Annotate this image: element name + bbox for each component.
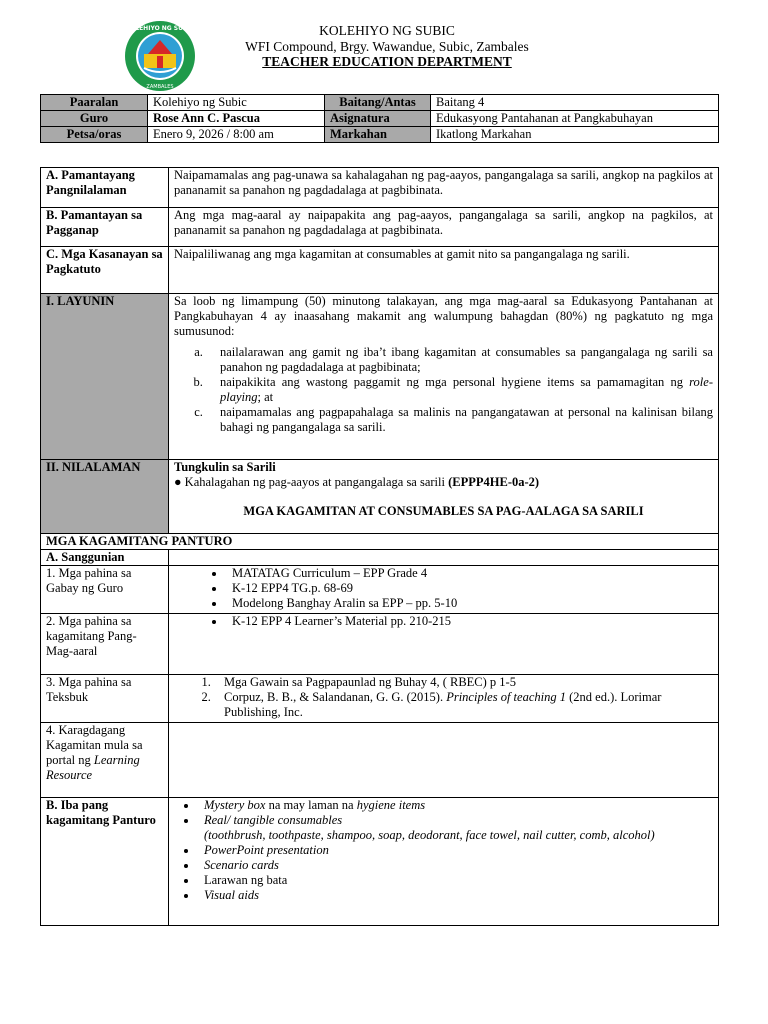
teksbuk-label: 3. Mga pahina sa Teksbuk xyxy=(41,675,169,723)
pamantayang-pangnilalaman-text: Naipamamalas ang pag-unawa sa kahalagahan ng pag-aayos, pangangalaga sa sarili, angkop na pagkilos at pananamit sa panahon ng pagdadalaga at pagbibinata. xyxy=(169,168,719,208)
sanggunian-empty xyxy=(169,550,719,566)
svg-text:ZAMBALES: ZAMBALES xyxy=(146,84,174,90)
lm-list xyxy=(174,614,713,629)
iba-pang-list xyxy=(174,798,713,903)
layunin-b-italic: role-playing xyxy=(220,375,713,404)
nilalaman-title: Tungkulin sa Sarili xyxy=(174,460,276,474)
nilalaman-content xyxy=(169,460,719,534)
gabay-guro-item: • Modelong Banghay Aralin sa EPP – pp. 5-10 xyxy=(226,596,713,611)
layunin-content xyxy=(169,294,719,460)
gabay-guro-label: 1. Mga pahina sa Gabay ng Guro xyxy=(41,566,169,614)
baitang-label: Baitang/Antas xyxy=(325,95,431,111)
teksbuk-list xyxy=(174,675,713,720)
nilalaman-bullet-text: ● Kahalagahan ng pag-aayos at pangangalaga sa sarili xyxy=(174,475,449,489)
consumables-text: Real/ tangible consumables xyxy=(204,813,343,827)
petsa-value: Enero 9, 2026 / 8:00 am xyxy=(148,127,325,143)
markahan-value: Ikatlong Markahan xyxy=(431,127,719,143)
teksbuk-2-title: Principles of teaching 1 xyxy=(446,690,566,704)
teksbuk-item-1: 1. Mga Gawain sa Pagpapaunlad ng Buhay 4, ( RBEC) p 1-5 xyxy=(214,675,713,690)
teksbuk-2-authors: Corpuz, B. B., & Salandanan, G. G. (2015). xyxy=(224,690,447,704)
layunin-item-c: c. naipamamalas ang pagpapahalaga sa malinis na pangangatawan at personal na kalinisan bilang bahagi ng pangangalaga sa sarili. xyxy=(206,405,713,435)
layunin-item-a: a. nailalarawan ang gamit ng iba’t ibang kagamitan at consumables sa pangangalaga ng sarili sa panahon ng pagdadalaga at pagbibinata; xyxy=(206,345,713,375)
pamantayang-pangnilalaman-label: A. Pamantayang Pangnilalaman xyxy=(41,168,169,208)
mystery-box-mid: na may laman na xyxy=(265,798,357,812)
nilalaman-bullet xyxy=(174,475,713,490)
layunin-intro: Sa loob ng limampung (50) minutong talakayan, ang mga mag-aaral sa Edukasyong Pantahanan at Pangkabuhayan 4 ay inaasahang makamit ang walumpung bahagdan (80%) ng pagkatuto ng mga sumusunod: xyxy=(174,294,713,338)
kasanayan-label: C. Mga Kasanayan sa Pagkatuto xyxy=(41,247,169,294)
paaralan-label: Paaralan xyxy=(41,95,148,111)
layunin-b-text: naipakikita ang wastong paggamit ng mga personal hygiene items sa pamamagitan ng xyxy=(220,375,690,389)
lesson-info-table xyxy=(40,94,719,143)
gabay-guro-item: • MATATAG Curriculum – EPP Grade 4 xyxy=(226,566,713,581)
school-name: KOLEHIYO NG SUBIC xyxy=(319,23,455,38)
department-title: TEACHER EDUCATION DEPARTMENT xyxy=(262,54,512,69)
iba-item-visual-aids: • Visual aids xyxy=(198,888,713,903)
kagamitang-panturo-heading: MGA KAGAMITANG PANTURO xyxy=(41,534,719,550)
sanggunian-label: A. Sanggunian xyxy=(41,550,169,566)
lm-item: • K-12 EPP 4 Learner’s Material pp. 210-215 xyxy=(226,614,713,629)
nilalaman-code: (EPPP4HE-0a-2) xyxy=(448,475,540,489)
teksbuk-item-2 xyxy=(214,690,713,720)
layunin-label: I. LAYUNIN xyxy=(41,294,169,460)
baitang-value: Baitang 4 xyxy=(431,95,719,111)
petsa-label: Petsa/oras xyxy=(41,127,148,143)
iba-item-scenario: • Scenario cards xyxy=(198,858,713,873)
consumables-detail: (toothbrush, toothpaste, shampoo, soap, deodorant, face towel, nail cutter, comb, alcohol) xyxy=(204,828,655,842)
kasanayan-text: Naipaliliwanag ang mga kagamitan at consumables at gamit nito sa pangangalaga ng sarili. xyxy=(169,247,719,294)
lm-content xyxy=(169,614,719,675)
layunin-item-b xyxy=(206,375,713,405)
school-address: WFI Compound, Brgy. Wawandue, Subic, Zambales xyxy=(245,39,529,54)
portal-empty xyxy=(169,723,719,798)
lm-label: 2. Mga pahina sa kagamitang Pang-Mag-aaral xyxy=(41,614,169,675)
layunin-list xyxy=(174,345,713,435)
iba-item-mystery-box xyxy=(198,798,713,813)
iba-pang-label: B. Iba pang kagamitang Panturo xyxy=(41,798,169,926)
iba-pang-content xyxy=(169,798,719,926)
iba-item-larawan: • Larawan ng bata xyxy=(198,873,713,888)
mystery-box-text: Mystery box xyxy=(204,798,266,812)
gabay-guro-list xyxy=(174,566,713,611)
iba-item-powerpoint: • PowerPoint presentation xyxy=(198,843,713,858)
asignatura-label: Asignatura xyxy=(325,111,431,127)
markahan-label: Markahan xyxy=(325,127,431,143)
teksbuk-content xyxy=(169,675,719,723)
layunin-b-end: ; at xyxy=(257,390,274,404)
svg-text:KOLEHIYO NG SUBIC: KOLEHIYO NG SUBIC xyxy=(125,25,195,32)
portal-label xyxy=(41,723,169,798)
lesson-plan-table xyxy=(40,167,719,926)
guro-label: Guro xyxy=(41,111,148,127)
nilalaman-heading: MGA KAGAMITAN AT CONSUMABLES SA PAG-AALAGA SA SARILI xyxy=(243,504,644,518)
nilalaman-label: II. NILALAMAN xyxy=(41,460,169,534)
paaralan-value: Kolehiyo ng Subic xyxy=(148,95,325,111)
guro-value: Rose Ann C. Pascua xyxy=(148,111,325,127)
portal-label-italic: Learning Resource xyxy=(46,753,140,782)
portal-label-text: 4. Karagdagang Kagamitan mula sa portal ng xyxy=(46,723,143,767)
pamantayan-pagganap-text: Ang mga mag-aaral ay naipapakita ang pag-aayos, pangangalaga sa sarili, angkop na pagkilos, at pananamit sa panahon ng pagdadalaga at pagbibinata. xyxy=(169,208,719,247)
iba-item-consumables xyxy=(198,813,713,843)
asignatura-value: Edukasyong Pantahanan at Pangkabuhayan xyxy=(431,111,719,127)
pamantayan-pagganap-label: B. Pamantayan sa Pagganap xyxy=(41,208,169,247)
gabay-guro-item: • K-12 EPP4 TG.p. 68-69 xyxy=(226,581,713,596)
hygiene-items-text: hygiene items xyxy=(356,798,426,812)
teksbuk-2-publisher: (2nd ed.). Lorimar Publishing, Inc. xyxy=(224,690,662,719)
gabay-guro-content xyxy=(169,566,719,614)
